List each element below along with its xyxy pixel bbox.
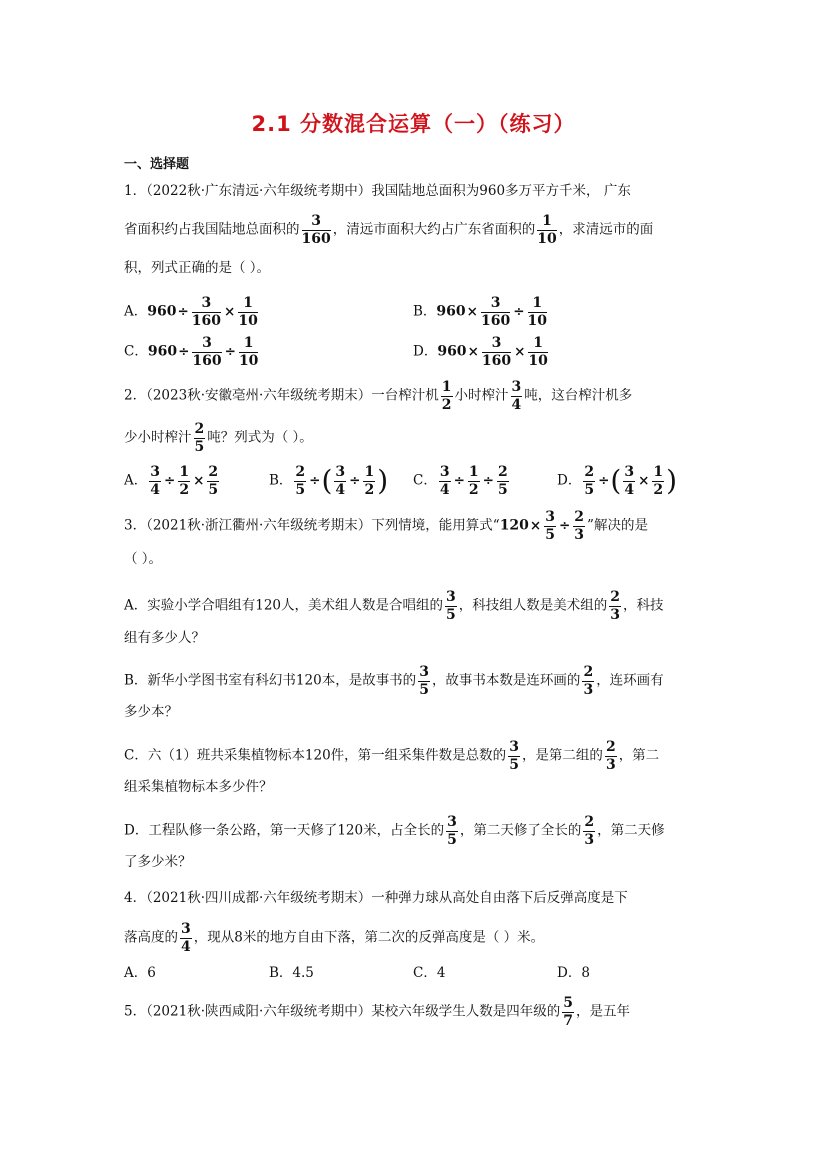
q3-line2: （ ）。 xyxy=(124,551,163,567)
q1-line1: 1．（2022秋·广东清远·六年级统考期中）我国陆地总面积为960多万平方千米， 广东 xyxy=(124,183,631,199)
q2-line1: 2．（2023秋·安徽亳州·六年级统考期末）一台榨汁机 $\frac{1}{2}$ 小时榨汁 $\frac{3}{4}$ 吨，这台榨汁机多 xyxy=(124,379,633,413)
q1-text: ，清远市面积大约占广东省面积的 xyxy=(332,221,536,238)
fraction: $\frac{3}{160}$ xyxy=(301,213,331,247)
q1-option-b[interactable]: B．960× $\frac{3}{160}$ ÷ $\frac{1}{10}$ xyxy=(413,295,547,329)
q1-text: ，求清远市的面 xyxy=(558,221,654,238)
q5-line1: 5．（2021秋·陕西咸阳·六年级统考期中）某校六年级学生人数是四年级的 $\frac{5}{7}$ ，是五年 xyxy=(124,995,631,1029)
q1-option-d[interactable]: D．960× $\frac{3}{160}$ × $\frac{1}{10}$ xyxy=(413,335,548,369)
q3-option-d-line2: 了多少米？ xyxy=(124,854,192,870)
q1-option-a[interactable]: A．960÷ $\frac{3}{160}$ × $\frac{1}{10}$ xyxy=(124,295,258,329)
q3-option-b[interactable]: B．新华小学图书室有科幻书120本，是故事书的 $\frac{3}{5}$ ，故事书本数是连环画的 $\frac{2}{3}$ ，连环画有 xyxy=(124,664,664,698)
section-heading: 一、选择题 xyxy=(124,157,190,172)
q3-option-d[interactable]: D．工程队修一条公路，第一天修了120米，占全长的 $\frac{3}{5}$ ，第二天修了全长的 $\frac{2}{3}$ ，第二天修 xyxy=(124,814,665,848)
fraction: $\frac{1}{2}$ xyxy=(441,379,452,413)
q4-line1: 4．（2021秋·四川成都·六年级统考期末）一种弹力球从高处自由落下后反弹高度是下 xyxy=(124,890,628,906)
q2-option-a[interactable]: A． $\frac{3}{4}$ ÷ $\frac{1}{2}$ × $\frac{2}{5}$ xyxy=(124,464,219,498)
q3-option-c-line2: 组采集植物标本多少件？ xyxy=(124,779,273,795)
q2-line2: 少小时榨汁 $\frac{2}{5}$ 吨？列式为（ ）。 xyxy=(124,421,313,455)
fraction: $\frac{2}{5}$ xyxy=(194,421,205,455)
q3-option-a-line2: 组有多少人？ xyxy=(124,630,205,646)
q4-option-a[interactable]: A．6 xyxy=(124,965,156,981)
q1-option-c[interactable]: C．960÷ $\frac{3}{160}$ ÷ $\frac{1}{10}$ xyxy=(124,335,259,369)
q2-option-b[interactable]: B． $\frac{2}{5}$ ÷( $\frac{3}{4}$ ÷ $\frac{1}{2}$ ) xyxy=(269,464,389,498)
fraction: $\frac{1}{10}$ xyxy=(537,213,557,247)
q1-line3: 积，列式正确的是（ ）。 xyxy=(124,260,271,276)
fraction: $\frac{3}{4}$ xyxy=(511,379,522,413)
page-title: 2.1 分数混合运算（一）（练习） xyxy=(251,112,576,136)
q2-option-d[interactable]: D． $\frac{2}{5}$ ÷( $\frac{3}{4}$ × $\frac{1}{2}$ ) xyxy=(557,464,678,498)
q3-option-b-line2: 多少本？ xyxy=(124,704,178,720)
q4-option-c[interactable]: C．4 xyxy=(413,965,446,981)
q3-option-c[interactable]: C．六（1）班共采集植物标本120件，第一组采集件数是总数的 $\frac{3}{5}$ ，是第二组的 $\frac{2}{3}$ ，第二 xyxy=(124,739,660,773)
q1-text: 省面积约占我国陆地总面积的 xyxy=(124,221,300,238)
q3-option-a[interactable]: A．实验小学合唱组有120人，美术组人数是合唱组的 $\frac{3}{5}$ ，科技组人数是美术组的 $\frac{2}{3}$ ，科技 xyxy=(124,589,664,623)
q3-line1: 3．（2021秋·浙江衢州·六年级统考期末）下列情境，能用算式“120× $\frac{3}{5}$ ÷ $\frac{2}{3}$ ”解决的是 xyxy=(124,509,648,543)
q4-option-b[interactable]: B．4.5 xyxy=(269,965,314,981)
q1-line2 xyxy=(124,214,653,246)
q2-option-c[interactable]: C． $\frac{3}{4}$ ÷ $\frac{1}{2}$ ÷ $\frac{2}{5}$ xyxy=(413,464,508,498)
q4-option-d[interactable]: D．8 xyxy=(557,965,590,981)
q4-line2: 落高度的 $\frac{3}{4}$ ，现从8米的地方自由下落，第二次的反弹高度是（ ）米。 xyxy=(124,921,545,955)
